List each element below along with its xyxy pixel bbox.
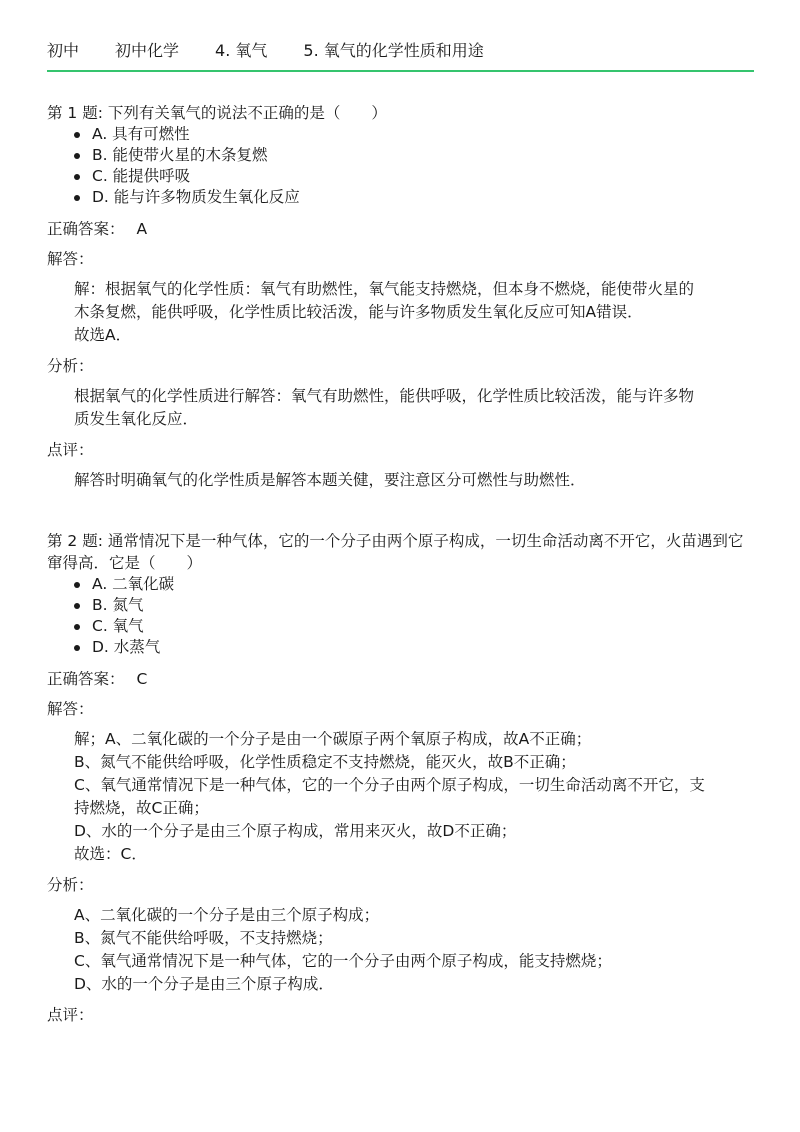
analysis-body (47, 385, 754, 431)
solution-body (47, 278, 754, 347)
comment-body (47, 469, 754, 492)
breadcrumb-item[interactable]: 初中 (47, 41, 80, 60)
header-divider (47, 70, 754, 72)
option-item: B. 能使带火星的木条复燃 (74, 145, 754, 166)
question-block (47, 530, 754, 1026)
analysis-line: B、氮气不能供给呼吸，不支持燃烧； (74, 929, 333, 947)
solution-line: 持燃烧，故C正确； (74, 799, 209, 817)
solution-label: 解答： (47, 700, 94, 718)
analysis-label: 分析： (47, 357, 94, 375)
option-item: C. 氧气 (74, 616, 754, 637)
question-title: 第 2 题: 通常情况下是一种气体，它的一个分子由两个原子构成，一切生命活动离不开它，火苗遇到它窜得高．它是（ ） (47, 532, 744, 572)
analysis-line: 质发生氧化反应． (74, 410, 199, 428)
analysis-line: A、二氧化碳的一个分子是由三个原子构成； (74, 906, 380, 924)
correct-answer-row (47, 218, 754, 240)
solution-line: 故选：C． (74, 845, 147, 863)
answer-value: A (136, 220, 148, 238)
comment-section (47, 439, 754, 492)
option-item: A. 具有可燃性 (74, 124, 754, 145)
solution-line: D、水的一个分子是由三个原子构成，常用来灭火，故D不正确； (74, 822, 517, 840)
comment-label: 点评： (47, 441, 94, 459)
comment-label: 点评： (47, 1006, 94, 1024)
correct-answer-row (47, 668, 754, 690)
solution-line: C、氧气通常情况下是一种气体，它的一个分子由两个原子构成，一切生命活动离不开它，支 (74, 776, 705, 794)
solution-line: 解：根据氧气的化学性质：氧气有助燃性，氧气能支持燃烧，但本身不燃烧，能使带火星的 (74, 280, 695, 298)
analysis-line: 根据氧气的化学性质进行解答：氧气有助燃性，能供呼吸，化学性质比较活泼，能与许多物 (74, 387, 695, 405)
breadcrumb-item[interactable]: 5. 氧气的化学性质和用途 (303, 41, 484, 60)
solution-section (47, 248, 754, 347)
solution-line: B、氮气不能供给呼吸，化学性质稳定不支持燃烧，能灭火，故B不正确； (74, 753, 576, 771)
document-page (47, 0, 754, 1026)
analysis-line: C、氧气通常情况下是一种气体，它的一个分子由两个原子构成，能支持燃烧； (74, 952, 612, 970)
solution-line: 故选A． (74, 326, 132, 344)
solution-line: 解；A、二氧化碳的一个分子是由一个碳原子两个氧原子构成，故A不正确； (74, 730, 592, 748)
option-item: D. 能与许多物质发生氧化反应 (74, 187, 754, 208)
solution-label: 解答： (47, 250, 94, 268)
option-item: D. 水蒸气 (74, 637, 754, 658)
comment-line: 解答时明确氧气的化学性质是解答本题关健，要注意区分可燃性与助燃性． (74, 471, 586, 489)
solution-line: 木条复燃，能供呼吸，化学性质比较活泼，能与许多物质发生氧化反应可知A错误． (74, 303, 643, 321)
option-list (47, 124, 754, 208)
analysis-section (47, 874, 754, 996)
option-item: A. 二氧化碳 (74, 574, 754, 595)
breadcrumb-item[interactable]: 初中化学 (115, 41, 180, 60)
analysis-line: D、水的一个分子是由三个原子构成． (74, 975, 334, 993)
answer-label: 正确答案： (47, 670, 125, 688)
question-list (47, 102, 754, 1026)
answer-value: C (136, 670, 148, 688)
solution-section (47, 698, 754, 866)
analysis-label: 分析： (47, 876, 94, 894)
option-item: C. 能提供呼吸 (74, 166, 754, 187)
question-block (47, 102, 754, 492)
analysis-section (47, 355, 754, 431)
analysis-body (47, 904, 754, 996)
question-title: 第 1 题: 下列有关氧气的说法不正确的是（ ） (47, 104, 387, 122)
breadcrumb (47, 0, 754, 70)
answer-label: 正确答案： (47, 220, 125, 238)
option-list (47, 574, 754, 658)
breadcrumb-item[interactable]: 4. 氧气 (215, 41, 268, 60)
comment-section (47, 1004, 754, 1026)
solution-body (47, 728, 754, 866)
option-item: B. 氮气 (74, 595, 754, 616)
